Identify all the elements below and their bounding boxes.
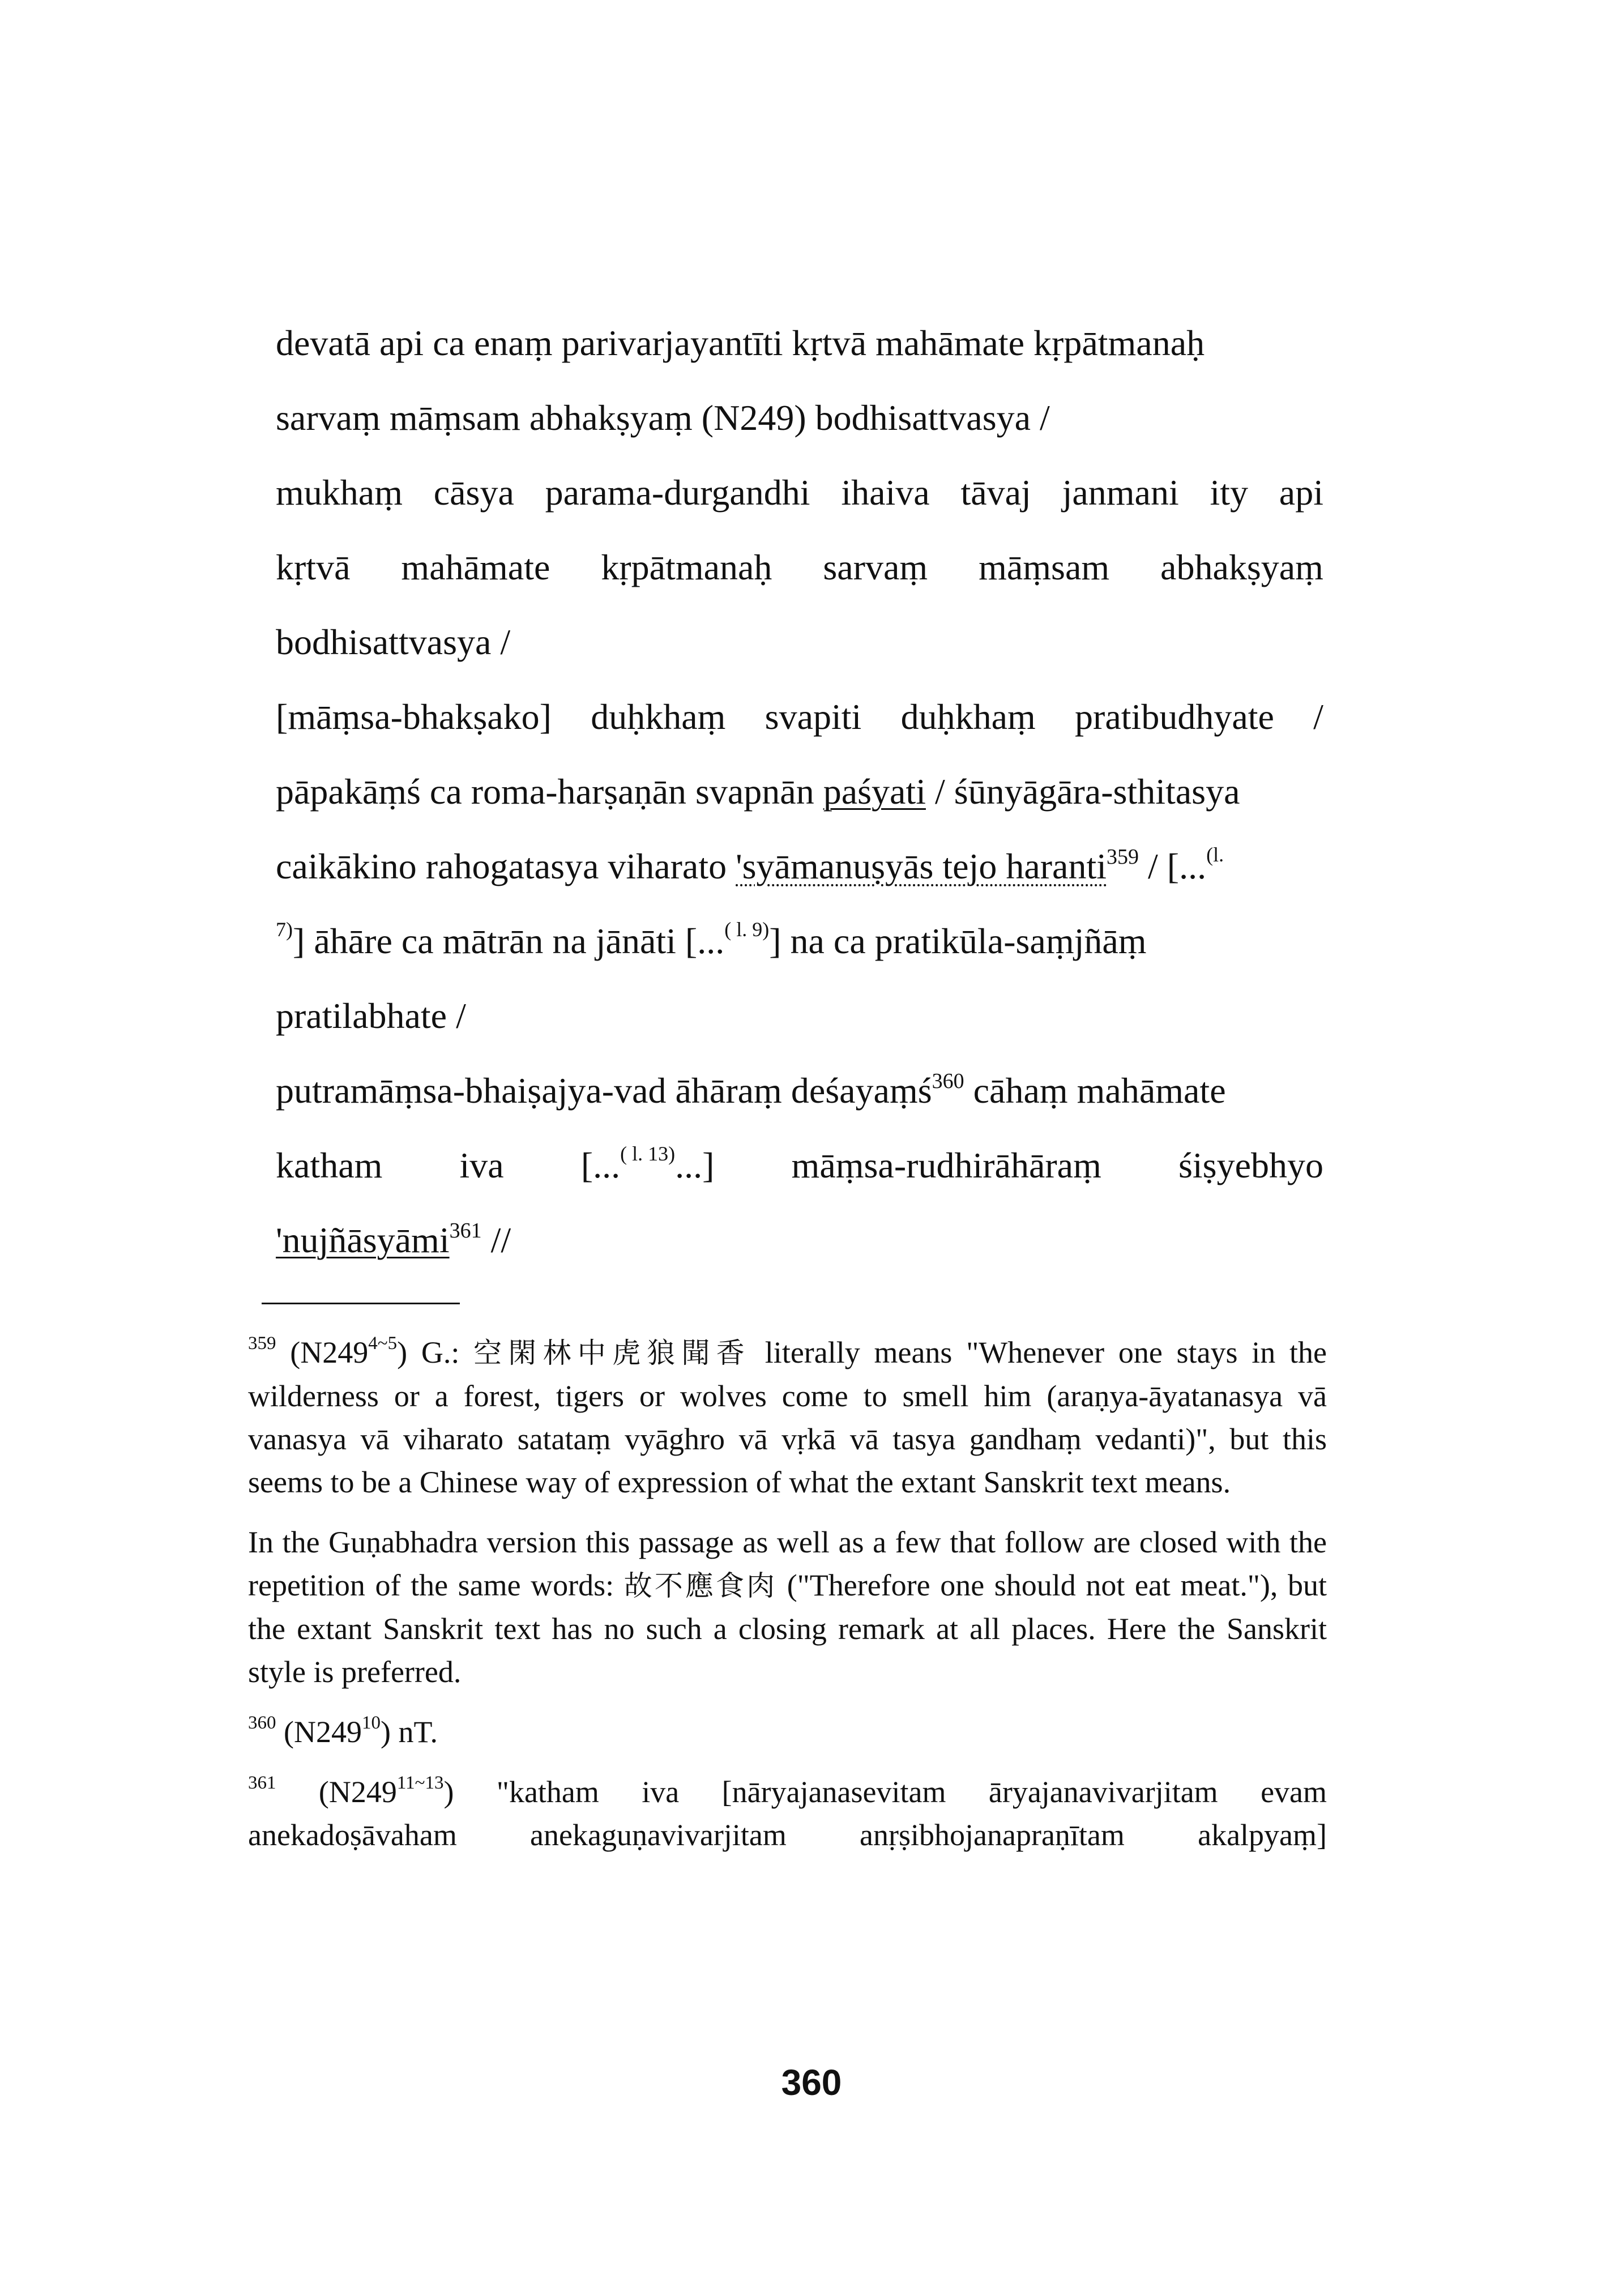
text-segment: pāpakāṃś ca roma-harṣaṇān svapnān (276, 771, 823, 812)
word: śiṣyebhyo (1178, 1145, 1323, 1185)
text-line-8 (276, 829, 1323, 904)
footnote-number: 360 (248, 1713, 276, 1733)
footnote-text: ("Therefore one should not eat meat."), but the extant Sanskrit text has no such a closing remark at all places. Here the Sanskrit style is preferred. (248, 1568, 1327, 1689)
line-ref: ( l. 9) (724, 918, 770, 941)
text-line-11 (276, 1053, 1323, 1128)
text-line-3 (276, 455, 1323, 530)
text-line-4 (276, 530, 1323, 605)
word: parama-durgandhi (545, 472, 810, 513)
word: ihaiva (841, 472, 930, 513)
footnote-ref-close: ) (443, 1775, 454, 1809)
text-segment: cāhaṃ mahāmate (964, 1070, 1226, 1111)
word: katham (276, 1145, 383, 1185)
text-segment: / [... (1139, 846, 1207, 886)
footnote-ref-361[interactable]: 361 (449, 1219, 482, 1243)
text-segment: // (481, 1220, 511, 1260)
word: / (1313, 697, 1323, 737)
word: mahāmate (401, 547, 550, 587)
word: cāsya (433, 472, 514, 513)
word: [māṃsa-bhakṣako] (276, 697, 552, 737)
text-line-10: pratilabhate / (276, 996, 466, 1036)
footnotes (248, 1331, 1327, 1857)
line-ref: ( l. 13) (620, 1142, 676, 1165)
chinese-quote: 故不應食肉 (623, 1569, 778, 1602)
word: duḥkhaṃ (591, 697, 726, 737)
text-segment: caikākino rahogatasya viharato (276, 846, 736, 886)
text-segment: / śūnyāgāra-sthitasya (925, 771, 1240, 812)
text-segment: ] na ca pratikūla-saṃjñāṃ (769, 921, 1147, 961)
chinese-quote: 空閑林中虎狼聞香 (473, 1337, 751, 1369)
footnote-ref-lines: 11~13 (396, 1773, 444, 1793)
footnote-text: literally means "Whenever one stays in the wilderness or a forest, tigers or wolves come to smell him (araṇya-āyatanasya vā vanasya vā viharato satataṃ vyāghro vā vṛkā vā tasya gandhaṃ vedanti)", but this seems to be a Chinese way of expression of what the extant Sanskrit text means. (248, 1335, 1327, 1499)
word: mukhaṃ (276, 472, 403, 513)
dotted-underlined-term: 'syāmanuṣyās tejo haranti (736, 846, 1107, 886)
footnote-ref-lines: 10 (361, 1713, 381, 1733)
text-line-7 (276, 754, 1323, 829)
underlined-term: paśyati (823, 771, 926, 812)
footnote-ref: (N249 (284, 1715, 362, 1749)
footnote-divider (262, 1303, 460, 1304)
text-line-9 (276, 904, 1323, 979)
footnote-ref: (N249 (318, 1775, 397, 1809)
footnote-361 (248, 1770, 1327, 1857)
text-segment: ...] (675, 1145, 715, 1185)
footnote-text: In the Guṇabhadra version this passage as well as a few that follow are closed with the repetition of the same words: (248, 1525, 1327, 1602)
text-segment: ] āhāre ca mātrān na jānāti [... (293, 921, 725, 961)
text-line-12 (276, 1128, 1323, 1203)
footnote-ref-close: ) G.: (397, 1335, 474, 1369)
word: sarvaṃ (823, 547, 928, 587)
word: māṃsam (979, 547, 1110, 587)
footnote-ref-359[interactable]: 359 (1107, 845, 1139, 869)
footnote-359 (248, 1331, 1327, 1504)
word: abhakṣyaṃ (1160, 547, 1323, 587)
word: tāvaj (960, 472, 1031, 513)
text-line-2: sarvaṃ māṃsam abhakṣyaṃ (N249) bodhisattvasya / (276, 398, 1050, 438)
word: svapiti (764, 697, 862, 737)
word: ity (1210, 472, 1249, 513)
word: iva (459, 1145, 504, 1185)
line-ref: (l. (1206, 843, 1224, 866)
footnote-ref: (N249 (290, 1335, 369, 1369)
text-line-13 (276, 1203, 1323, 1278)
footnote-ref-360[interactable]: 360 (932, 1069, 964, 1093)
footnote-number: 361 (248, 1773, 276, 1793)
word: pratibudhyate (1075, 697, 1274, 737)
word: kṛtvā (276, 547, 351, 587)
word: duḥkhaṃ (900, 697, 1036, 737)
word: janmani (1062, 472, 1179, 513)
underlined-term: 'nujñāsyāmi (276, 1220, 450, 1260)
text-segment: [... (580, 1145, 621, 1185)
main-text (276, 306, 1323, 1278)
word: māṃsa-rudhirāhāraṃ (791, 1145, 1101, 1185)
footnote-360 (248, 1710, 1327, 1753)
footnote-text: "katham iva [nāryajanasevitam āryajanavivarjitam evam anekadoṣāvaham anekaguṇavivarjitam anṛṣibhojanapraṇītam akalpyaṃ] (248, 1775, 1327, 1852)
footnote-ref-close: ) nT. (380, 1715, 438, 1749)
line-ref: 7) (276, 918, 293, 941)
page-number: 360 (781, 2062, 842, 2103)
footnote-paragraph (248, 1521, 1327, 1693)
word-group (581, 1128, 715, 1203)
word: api (1279, 472, 1323, 513)
text-line-5: bodhisattvasya / (276, 622, 511, 662)
text-line-6 (276, 680, 1323, 754)
footnote-ref-lines: 4~5 (368, 1333, 398, 1354)
text-segment: putramāṃsa-bhaiṣajya-vad āhāraṃ deśayaṃś (276, 1070, 932, 1111)
text-line-1: devatā api ca enaṃ parivarjayantīti kṛtvā mahāmate kṛpātmanaḥ (276, 323, 1205, 363)
footnote-number: 359 (248, 1333, 276, 1354)
word: kṛpātmanaḥ (601, 547, 772, 587)
